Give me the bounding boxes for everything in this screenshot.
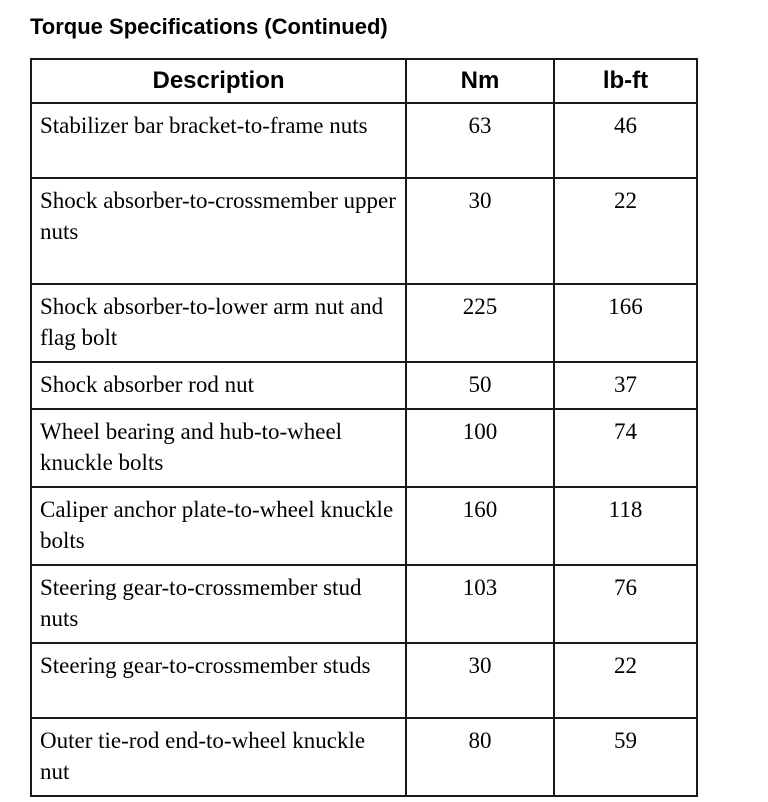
nm-cell: 50 — [406, 362, 554, 409]
nm-cell: 30 — [406, 178, 554, 284]
lbft-cell: 74 — [554, 409, 697, 487]
column-header-lbft: lb-ft — [554, 59, 697, 103]
table-row — [31, 643, 697, 718]
column-header-description: Description — [31, 59, 406, 103]
description-cell: Outer tie-rod end-to-wheel knuckle nut — [31, 718, 406, 796]
table-row — [31, 409, 697, 487]
nm-cell: 100 — [406, 409, 554, 487]
description-cell: Shock absorber rod nut — [31, 362, 406, 409]
description-cell: Caliper anchor plate-to-wheel knuckle bolts — [31, 487, 406, 565]
description-cell: Shock absorber-to-lower arm nut and flag bolt — [31, 284, 406, 362]
description-cell: Steering gear-to-crossmember studs — [31, 643, 406, 718]
lbft-cell: 118 — [554, 487, 697, 565]
lbft-cell: 59 — [554, 718, 697, 796]
table-row — [31, 103, 697, 178]
description-cell: Shock absorber-to-crossmember upper nuts — [31, 178, 406, 284]
lbft-cell: 166 — [554, 284, 697, 362]
lbft-cell: 22 — [554, 178, 697, 284]
nm-cell: 63 — [406, 103, 554, 178]
torque-spec-table — [30, 58, 698, 797]
lbft-cell: 46 — [554, 103, 697, 178]
description-cell: Steering gear-to-crossmember stud nuts — [31, 565, 406, 643]
column-header-nm: Nm — [406, 59, 554, 103]
table-header-row — [31, 59, 697, 103]
table-row — [31, 362, 697, 409]
table-row — [31, 487, 697, 565]
table-row — [31, 565, 697, 643]
nm-cell: 103 — [406, 565, 554, 643]
nm-cell: 160 — [406, 487, 554, 565]
description-cell: Wheel bearing and hub-to-wheel knuckle bolts — [31, 409, 406, 487]
table-row — [31, 284, 697, 362]
description-cell: Stabilizer bar bracket-to-frame nuts — [31, 103, 406, 178]
nm-cell: 80 — [406, 718, 554, 796]
lbft-cell: 76 — [554, 565, 697, 643]
lbft-cell: 37 — [554, 362, 697, 409]
table-row — [31, 178, 697, 284]
page-title: Torque Specifications (Continued) — [30, 14, 388, 39]
nm-cell: 30 — [406, 643, 554, 718]
lbft-cell: 22 — [554, 643, 697, 718]
nm-cell: 225 — [406, 284, 554, 362]
table-row — [31, 718, 697, 796]
